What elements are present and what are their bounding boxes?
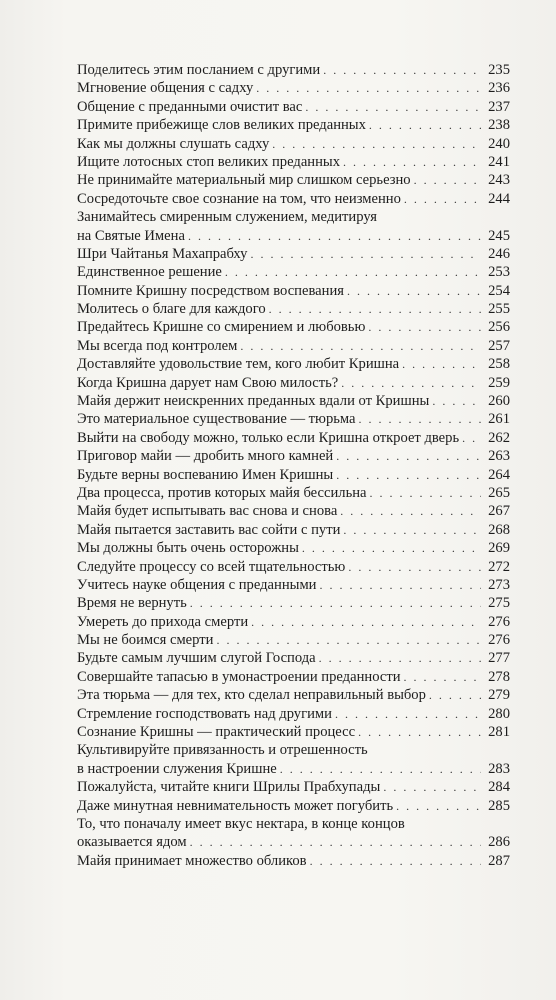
toc-entry [77, 135, 510, 153]
dot-leader [343, 521, 481, 539]
dot-leader [383, 778, 481, 796]
dot-leader [319, 649, 481, 667]
toc-entry-page-number: 281 [488, 724, 510, 741]
dot-leader [240, 337, 481, 355]
toc-entry-page-number: 258 [488, 356, 510, 373]
toc-entry [77, 558, 510, 576]
toc-entry [77, 484, 510, 502]
toc-entry-page-number: 262 [488, 429, 510, 446]
dot-leader [280, 760, 481, 778]
toc-entry-title: Умереть до прихода смерти [77, 613, 249, 630]
dot-leader [348, 558, 481, 576]
toc-entry-page-number: 257 [488, 337, 510, 354]
toc-entry-title: Мы должны быть очень осторожны [77, 540, 299, 557]
toc-entry-title: Как мы должны слушать садху [77, 135, 270, 152]
dot-leader [323, 61, 481, 79]
dot-leader [320, 576, 482, 594]
dot-leader [462, 429, 481, 447]
toc-entry-title: в настроении служения Кришне [77, 760, 277, 777]
dot-leader [305, 98, 481, 116]
dot-leader [404, 668, 481, 686]
dot-leader [250, 245, 481, 263]
table-of-contents [77, 61, 510, 870]
toc-entry-page-number: 273 [488, 576, 510, 593]
dot-leader [251, 613, 481, 631]
toc-entry [77, 79, 510, 97]
toc-entry [77, 613, 510, 631]
dot-leader [340, 502, 481, 520]
toc-entry-title: Пожалуйста, читайте книги Шрилы Прабхупады [77, 779, 381, 796]
toc-entry-title: Это материальное существование — тюрьма [77, 411, 356, 428]
toc-entry [77, 227, 510, 245]
toc-entry-title: Стремление господствовать над другими [77, 705, 332, 722]
toc-entry [77, 190, 510, 208]
toc-entry [77, 521, 510, 539]
dot-leader [336, 466, 481, 484]
toc-entry [77, 355, 510, 373]
toc-entry [77, 98, 510, 116]
toc-entry-page-number: 279 [488, 687, 510, 704]
toc-entry [77, 594, 510, 612]
toc-entry-page-number: 237 [488, 98, 510, 115]
toc-entry-page-number: 286 [488, 834, 510, 851]
dot-leader [404, 190, 481, 208]
dot-leader [272, 135, 481, 153]
toc-entry-title: Эта тюрьма — для тех, кто сделал неправильный выбор [77, 687, 426, 704]
toc-entry [77, 668, 510, 686]
dot-leader [190, 833, 481, 851]
toc-entry [77, 686, 510, 704]
toc-entry-title: Поделитесь этим посланием с другими [77, 61, 321, 78]
dot-leader [341, 374, 481, 392]
dot-leader [402, 355, 481, 373]
toc-entry [77, 153, 510, 171]
toc-entry-title: Майя держит неискренних преданных вдали от Кришны [77, 393, 430, 410]
toc-entry-page-number: 264 [488, 466, 510, 483]
toc-entry-title: Будьте самым лучшим слугой Господа [77, 650, 316, 667]
toc-entry [77, 263, 510, 281]
toc-entry [77, 631, 510, 649]
toc-entry [77, 318, 510, 336]
toc-entry-title-line: То, что поначалу имеет вкус нектара, в конце концов [77, 816, 405, 833]
toc-entry-title: Помните Кришну посредством воспевания [77, 282, 344, 299]
toc-entry-title: Майя будет испытывать вас снова и снова [77, 503, 338, 520]
toc-entry [77, 374, 510, 392]
toc-entry-page-number: 278 [488, 668, 510, 685]
toc-entry [77, 171, 510, 189]
toc-entry-page-number: 254 [488, 282, 510, 299]
toc-entry-page-number: 235 [488, 61, 510, 78]
toc-entry [77, 778, 510, 796]
toc-entry-title: Предайтесь Кришне со смирением и любовью [77, 319, 366, 336]
toc-entry-title: Майя принимает множество обликов [77, 852, 307, 869]
toc-entry-page-number: 241 [488, 153, 510, 170]
toc-entry-page-number: 245 [488, 227, 510, 244]
toc-entry [77, 833, 510, 851]
toc-entry-title: Единственное решение [77, 264, 222, 281]
toc-entry-title: на Святые Имена [77, 227, 185, 244]
toc-entry-title: оказывается ядом [77, 834, 187, 851]
toc-entry-title: Следуйте процессу со всей тщательностью [77, 558, 346, 575]
dot-leader [225, 263, 481, 281]
toc-entry-page-number: 276 [488, 613, 510, 630]
toc-entry-page-number: 267 [488, 503, 510, 520]
dot-leader [368, 318, 481, 336]
dot-leader [302, 539, 481, 557]
toc-entry [77, 116, 510, 134]
dot-leader [414, 171, 481, 189]
toc-entry-title-line: Культивируйте привязанность и отрешенность [77, 742, 368, 759]
dot-leader [216, 631, 481, 649]
toc-entry-page-number: 277 [488, 650, 510, 667]
toc-entry-title: Не принимайте материальный мир слишком серьезно [77, 172, 411, 189]
toc-entry [77, 61, 510, 79]
toc-entry [77, 797, 510, 815]
dot-leader [343, 153, 481, 171]
toc-entry-page-number: 275 [488, 595, 510, 612]
toc-entry-title: Будьте верны воспеванию Имен Кришны [77, 466, 334, 483]
dot-leader [396, 797, 481, 815]
toc-entry-page-number: 287 [488, 852, 510, 869]
toc-entry-title: Совершайте тапасью в умонастроении преданности [77, 668, 401, 685]
dot-leader [335, 705, 481, 723]
toc-entry-title: Два процесса, против которых майя бессильна [77, 484, 367, 501]
toc-entry-title: Доставляйте удовольствие тем, кого любит Кришна [77, 356, 400, 373]
toc-entry-page-number: 272 [488, 558, 510, 575]
toc-entry-page-number: 243 [488, 172, 510, 189]
toc-entry-page-number: 265 [488, 484, 510, 501]
toc-entry [77, 447, 510, 465]
toc-entry-page-number: 280 [488, 705, 510, 722]
toc-entry-title: Сосредоточьте свое сознание на том, что неизменно [77, 190, 401, 207]
toc-entry-title: Примите прибежище слов великих преданных [77, 117, 366, 134]
toc-entry [77, 760, 510, 778]
toc-entry-page-number: 260 [488, 393, 510, 410]
toc-entry-page-number: 283 [488, 760, 510, 777]
toc-entry-page-number: 276 [488, 632, 510, 649]
toc-entry-title: Мы не боимся смерти [77, 632, 214, 649]
toc-entry-title: Когда Кришна дарует нам Свою милость? [77, 374, 339, 391]
dot-leader [432, 392, 481, 410]
toc-entry-title: Шри Чайтанья Махапрабху [77, 245, 248, 262]
toc-entry-page-number: 255 [488, 301, 510, 318]
toc-entry-page-number: 256 [488, 319, 510, 336]
toc-entry-page-number: 246 [488, 245, 510, 262]
toc-entry-title: Общение с преданными очистит вас [77, 98, 303, 115]
toc-entry [77, 539, 510, 557]
toc-entry [77, 466, 510, 484]
toc-entry [77, 429, 510, 447]
toc-entry-title: Время не вернуть [77, 595, 187, 612]
dot-leader [429, 686, 481, 704]
dot-leader [370, 484, 481, 502]
toc-entry [77, 723, 510, 741]
toc-entry-page-number: 263 [488, 448, 510, 465]
dot-leader [310, 852, 481, 870]
toc-entry [77, 502, 510, 520]
dot-leader [188, 227, 481, 245]
toc-entry [77, 650, 510, 668]
toc-entry-page-number: 244 [488, 190, 510, 207]
toc-entry [77, 576, 510, 594]
toc-entry-title: Ищите лотосных стоп великих преданных [77, 153, 341, 170]
toc-entry-title: Молитесь о благе для каждого [77, 301, 266, 318]
dot-leader [358, 723, 481, 741]
toc-entry-title: Выйти на свободу можно, только если Кришна откроет дверь [77, 429, 460, 446]
toc-entry [77, 852, 510, 870]
toc-entry [77, 410, 510, 428]
toc-entry-page-number: 259 [488, 374, 510, 391]
toc-entry-title: Мы всегда под контролем [77, 337, 238, 354]
toc-entry-title: Даже минутная невнимательность может погубить [77, 797, 394, 814]
dot-leader [336, 447, 481, 465]
toc-entry-title: Приговор майи — дробить много камней [77, 448, 334, 465]
toc-entry-page-number: 261 [488, 411, 510, 428]
toc-entry-page-number: 240 [488, 135, 510, 152]
toc-entry-page-number: 238 [488, 117, 510, 134]
toc-entry [77, 705, 510, 723]
toc-entry [77, 282, 510, 300]
toc-entry [77, 245, 510, 263]
toc-entry-page-number: 284 [488, 779, 510, 796]
toc-entry-page-number: 253 [488, 264, 510, 281]
toc-entry-title: Учитесь науке общения с преданными [77, 576, 317, 593]
dot-leader [347, 282, 481, 300]
dot-leader [359, 410, 481, 428]
toc-entry-title: Мгновение общения с садху [77, 80, 254, 97]
toc-entry-page-number: 268 [488, 521, 510, 538]
dot-leader [190, 594, 481, 612]
toc-entry [77, 300, 510, 318]
toc-entry [77, 337, 510, 355]
toc-entry-page-number: 269 [488, 540, 510, 557]
toc-entry-page-number: 285 [488, 797, 510, 814]
dot-leader [269, 300, 481, 318]
toc-entry-page-number: 236 [488, 80, 510, 97]
toc-entry-title: Сознание Кришны — практический процесс [77, 724, 356, 741]
toc-entry-title: Майя пытается заставить вас сойти с пути [77, 521, 341, 538]
toc-entry-title-line: Занимайтесь смиренным служением, медитируя [77, 209, 377, 226]
dot-leader [369, 116, 481, 134]
dot-leader [256, 79, 481, 97]
toc-entry [77, 392, 510, 410]
